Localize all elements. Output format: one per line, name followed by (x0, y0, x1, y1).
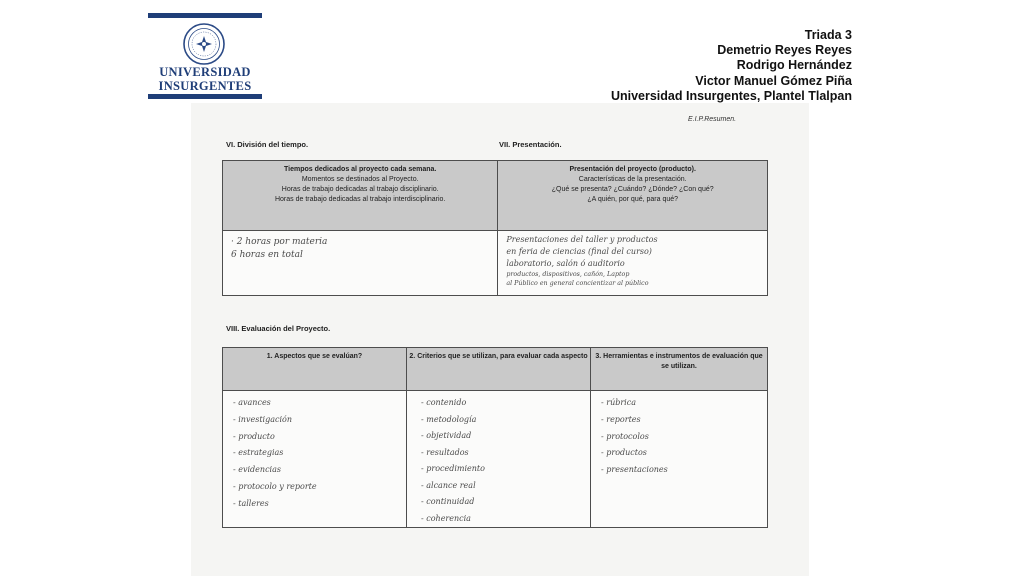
list-item: - coherencia (421, 513, 471, 523)
handwritten-line: al Público en general concientizar al público (506, 280, 649, 287)
aspects-list-cell (223, 391, 407, 528)
aspects-header-cell (223, 348, 407, 391)
list-item: - producto (233, 431, 275, 441)
logo-word-insurgentes: INSURGENTES (158, 79, 252, 93)
aspects-header: 1. Aspectos que se evalúan? (266, 353, 363, 360)
university-seal-icon (182, 22, 226, 66)
list-item: - evidencias (233, 465, 281, 475)
time-header-line: Horas de trabajo dedicadas al trabajo disciplinario. (281, 186, 439, 193)
handwritten-line: 6 horas en total (231, 250, 303, 260)
section-6-title: VI. División del tiempo. (226, 140, 309, 149)
presentation-header-line: Características de la presentación. (578, 176, 687, 183)
time-header-line: Horas de trabajo dedicadas al trabajo interdisciplinario. (274, 196, 446, 203)
list-item: - objetividad (421, 431, 472, 440)
presentation-header-cell (498, 161, 768, 231)
list-item: - contenido (421, 398, 467, 407)
list-item: - alcance real (421, 480, 476, 490)
author-block (611, 28, 852, 104)
list-item: - talleres (233, 498, 269, 508)
time-answer-cell (223, 231, 498, 296)
presentation-header-line: ¿Qué se presenta? ¿Cuándo? ¿Dónde? ¿Con qué? (551, 186, 714, 193)
tools-header-cell (591, 348, 768, 391)
author-name: Victor Manuel Gómez Piña (695, 73, 852, 88)
time-header-line: Momentos se destinados al Proyecto. (301, 176, 419, 183)
handwritten-line: en feria de ciencias (final del curso) (506, 247, 652, 256)
criteria-header: 2. Criterios que se utilizan, para evaluar cada aspecto (409, 353, 588, 360)
author-name: Rodrigo Hernández (736, 58, 852, 73)
list-item: - reportes (601, 414, 641, 424)
time-presentation-table (222, 160, 768, 296)
team-name: Triada 3 (804, 28, 852, 42)
presentation-header-line: ¿A quién, por qué, para qué? (587, 196, 679, 203)
logo-top-bar (148, 13, 262, 18)
logo-bottom-bar (148, 94, 262, 99)
presentation-answer-cell (498, 231, 768, 296)
university-logo (148, 13, 262, 99)
time-header-title: Tiempos dedicados al proyecto cada semana. (284, 166, 437, 173)
handwritten-line: · 2 horas por materia (231, 237, 328, 247)
tools-list-cell (591, 391, 768, 528)
tools-header: 3. Herramientas e instrumentos de evaluación que se utilizan. (595, 353, 763, 370)
criteria-list-cell (407, 391, 591, 528)
author-name: Demetrio Reyes Reyes (717, 43, 852, 58)
list-item: - avances (233, 398, 271, 407)
list-item: - estrategias (233, 448, 284, 458)
eip-label: E.I.P.Resumen. (688, 116, 737, 123)
list-item: - metodología (421, 414, 477, 424)
list-item: - protocolo y reporte (233, 481, 317, 491)
list-item: - continuidad (421, 497, 475, 506)
time-header-cell (223, 161, 498, 231)
list-item: - resultados (421, 447, 469, 457)
section-8-title: VIII. Evaluación del Proyecto. (226, 324, 331, 333)
presentation-header-title: Presentación del proyecto (producto). (569, 166, 696, 173)
criteria-header-cell (407, 348, 591, 391)
list-item: - investigación (233, 414, 292, 424)
evaluation-table (222, 347, 768, 528)
list-item: - productos (601, 448, 647, 458)
list-item: - protocolos (601, 431, 649, 441)
list-item: - procedimiento (421, 464, 485, 473)
handwritten-line: productos, dispositivos, cañón, Laptop (506, 271, 630, 278)
handwritten-line: laboratorio, salón ó auditorio (506, 259, 625, 268)
logo-word-universidad: UNIVERSIDAD (159, 65, 251, 79)
list-item: - presentaciones (601, 465, 668, 475)
institution-name: Universidad Insurgentes, Plantel Tlalpan (610, 88, 852, 103)
handwritten-line: Presentaciones del taller y productos (506, 235, 658, 244)
list-item: - rúbrica (601, 398, 636, 407)
section-7-title: VII. Presentación. (499, 140, 562, 149)
